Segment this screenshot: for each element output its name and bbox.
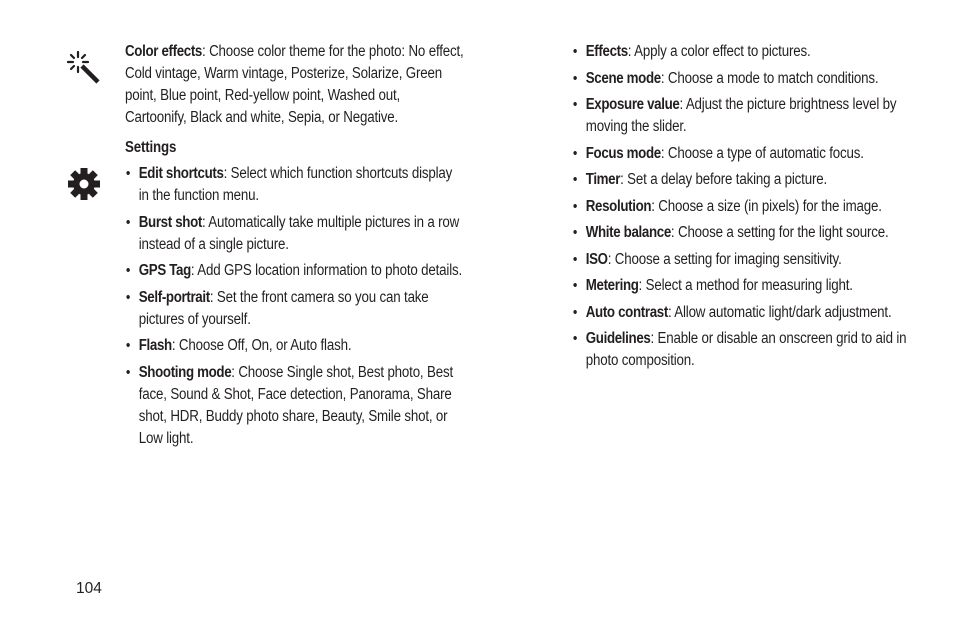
item-text: : Enable or disable an onscreen grid to aid in photo composition.: [585, 330, 907, 369]
item-text: : Select which function shortcuts display in the function menu.: [138, 165, 453, 204]
gear-icon: [67, 167, 101, 201]
item-text: : Allow automatic light/dark adjustment.: [667, 303, 892, 321]
item-text: : Choose a mode to match conditions.: [660, 69, 879, 87]
item-text: : Set a delay before taking a picture.: [620, 171, 827, 188]
settings-list-left: [125, 163, 464, 450]
magic-wand-icon: [67, 51, 101, 85]
settings-list-right: [572, 41, 911, 372]
page-number: 104: [76, 580, 102, 597]
list-item: [572, 94, 911, 138]
list-item: [572, 275, 911, 297]
settings-section: [125, 137, 464, 450]
item-label: Flash: [138, 337, 172, 354]
color-effects-label: Color effects: [125, 43, 203, 60]
item-text: : Set the front camera so you can take pictures of yourself.: [138, 288, 429, 328]
item-text: : Choose a setting for the light source.: [670, 224, 889, 241]
list-item: [572, 143, 911, 165]
list-item: [572, 169, 911, 191]
item-text: : Choose a setting for imaging sensitivity.: [607, 250, 842, 268]
color-effects-description: [125, 41, 464, 129]
settings-heading: Settings: [125, 139, 177, 156]
list-item: [572, 302, 911, 324]
item-label: Exposure value: [585, 96, 680, 113]
item-text: : Choose Off, On, or Auto flash.: [171, 337, 352, 354]
item-label: Auto contrast: [585, 303, 668, 321]
item-text: : Choose a size (in pixels) for the image.: [651, 197, 882, 215]
item-label: Guidelines: [585, 330, 651, 347]
list-item: [125, 212, 464, 256]
list-item: [125, 163, 464, 207]
item-text: : Automatically take multiple pictures in a row instead of a single picture.: [138, 213, 460, 253]
left-column: [125, 41, 465, 454]
list-item: [572, 328, 911, 372]
item-label: Focus mode: [585, 144, 661, 162]
item-text: : Apply a color effect to pictures.: [627, 43, 811, 60]
list-item: [125, 335, 464, 357]
list-item: [572, 68, 911, 90]
list-item: [125, 362, 464, 450]
item-label: Shooting mode: [138, 363, 232, 381]
item-label: Effects: [585, 43, 628, 60]
item-text: : Select a method for measuring light.: [638, 277, 853, 294]
item-label: Metering: [585, 277, 639, 294]
right-column: [572, 41, 912, 377]
item-label: Resolution: [585, 197, 652, 215]
item-label: Edit shortcuts: [138, 165, 224, 182]
item-label: Scene mode: [585, 69, 661, 87]
list-item: [125, 287, 464, 331]
list-item: [572, 222, 911, 244]
item-label: Timer: [585, 171, 621, 188]
item-text: : Choose Single shot, Best photo, Best face, Sound & Shot, Face detection, Panorama, Share shot, HDR, Buddy photo share, Beauty, Smile shot, or Low light.: [138, 363, 453, 447]
item-text: : Choose a type of automatic focus.: [660, 144, 864, 162]
color-effects-text: : Choose color theme for the photo: No effect, Cold vintage, Warm vintage, Posterize, Solarize, Green point, Blue point, Red-yellow point, Washed out, Cartoonify, Black and white, Sepia, or Negative.: [125, 43, 464, 126]
item-text: : Add GPS location information to photo details.: [190, 262, 463, 279]
item-label: White balance: [585, 224, 671, 241]
list-item: [572, 196, 911, 218]
item-text: : Adjust the picture brightness level by moving the slider.: [585, 96, 897, 135]
item-label: GPS Tag: [138, 262, 191, 279]
item-label: Self-portrait: [138, 288, 210, 306]
list-item: [572, 249, 911, 271]
item-label: ISO: [585, 250, 608, 268]
list-item: [572, 41, 911, 63]
item-label: Burst shot: [138, 213, 202, 231]
list-item: [125, 260, 464, 282]
